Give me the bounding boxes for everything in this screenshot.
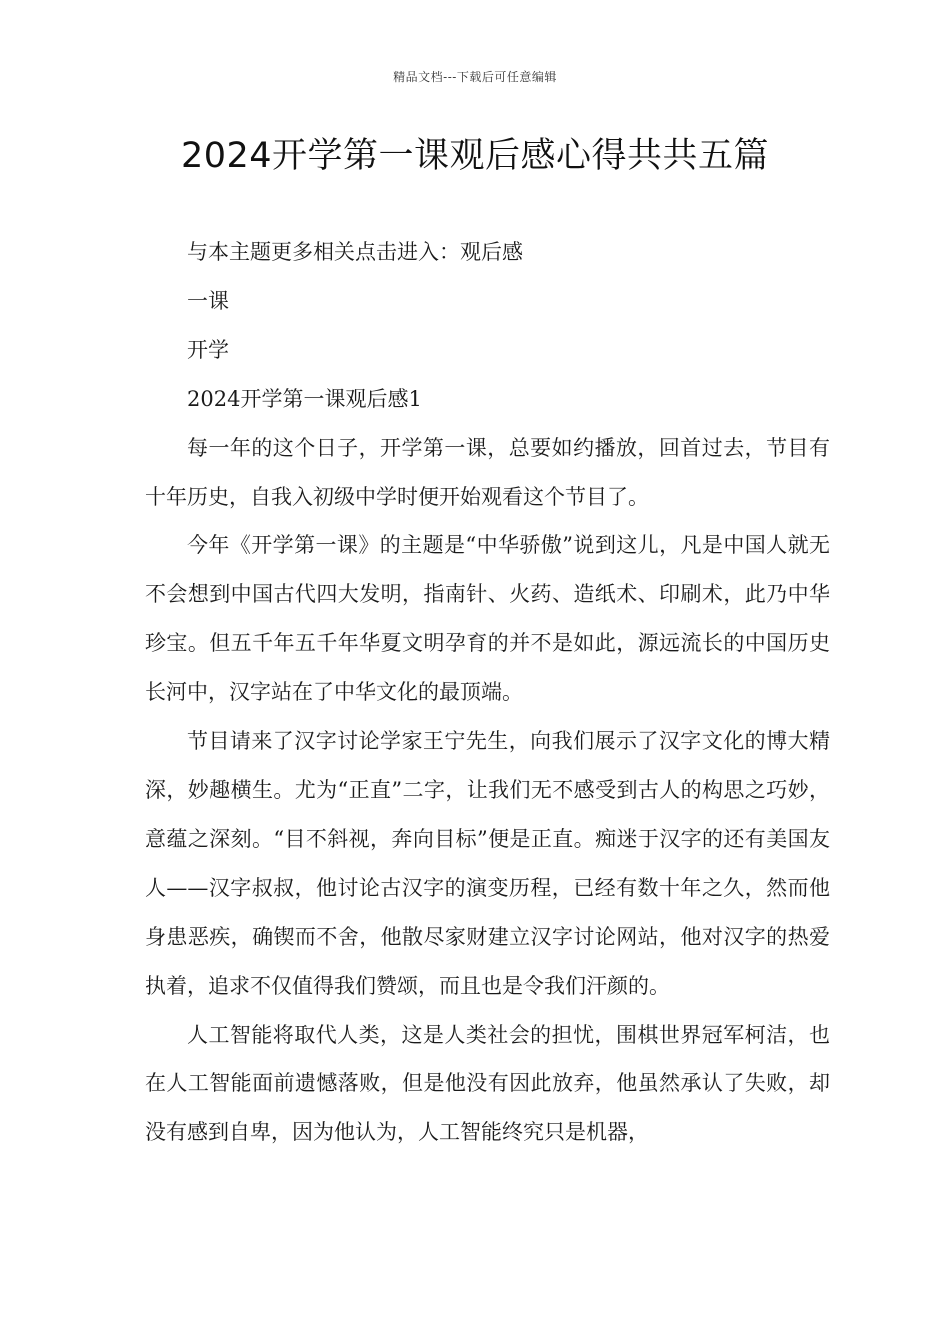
- section-heading: 2024开学第一课观后感1: [187, 386, 422, 411]
- paragraph: 今年《开学第一课》的主题是“中华骄傲”说到这儿，凡是中国人就无不会想到中国古代四大发明，指南针、火药、造纸术、印刷术，此乃中华珍宝。但五千年五千年华夏文明孕育的并不是如此，源远流长的中国历史长河中，汉字站在了中华文化的最顶端。: [145, 533, 830, 705]
- document-body: [145, 228, 830, 1157]
- paragraph: 人工智能将取代人类，这是人类社会的担忧，围棋世界冠军柯洁，也在人工智能面前遗憾落败，但是他没有因此放弃，他虽然承认了失败，却没有感到自卑，因为他认为，人工智能终究只是机器，: [145, 1022, 830, 1145]
- document-title: 2024开学第一课观后感心得共共五篇: [180, 136, 770, 176]
- paragraph: 每一年的这个日子，开学第一课，总要如约播放，回首过去，节目有十年历史，自我入初级中学时便开始观看这个节目了。: [145, 435, 830, 509]
- keyword-line: 开学: [187, 337, 229, 362]
- keyword-line: 一课: [187, 288, 229, 313]
- related-topic-line: 与本主题更多相关点击进入：观后感: [187, 240, 523, 264]
- paragraph: 节目请来了汉字讨论学家王宁先生，向我们展示了汉字文化的博大精深，妙趣横生。尤为“正直”二字，让我们无不感受到古人的构思之巧妙，意蕴之深刻。“目不斜视，奔向目标”便是正直。痴迷于汉字的还有美国友人——汉字叔叔，他讨论古汉字的演变历程，已经有数十年之久，然而他身患恶疾，确锲而不舍，他散尽家财建立汉字讨论网站，他对汉字的热爱执着，追求不仅值得我们赞颂，而且也是令我们汗颜的。: [145, 729, 830, 998]
- header-note: 精品文档---下载后可任意编辑: [393, 70, 557, 84]
